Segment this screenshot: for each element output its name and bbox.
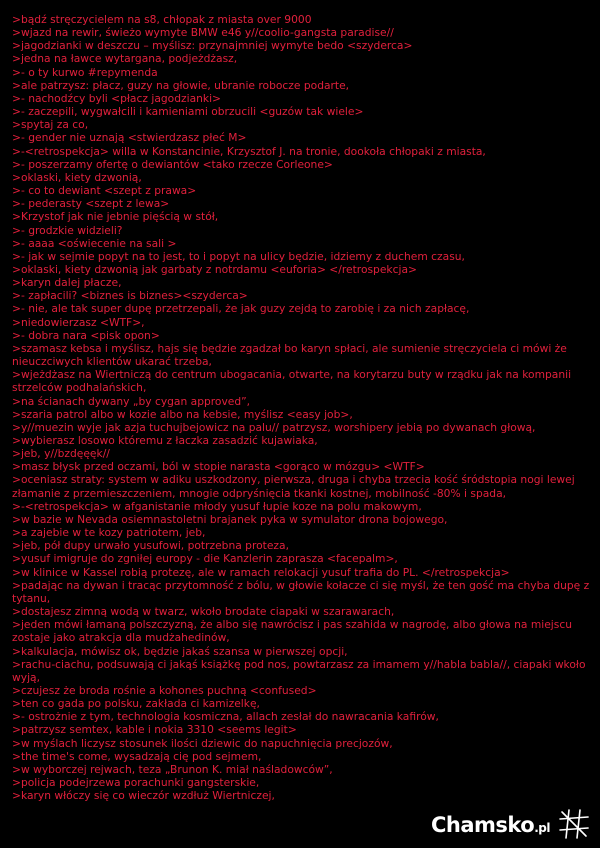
brand-tld: .pl — [534, 821, 550, 835]
story-line: >karyn dalej płacze, — [12, 276, 122, 290]
story-line: >niedowierzasz <WTF>, — [12, 315, 145, 329]
story-line: >oklaski, kiety dzwonią, — [12, 170, 142, 184]
story-text — [12, 13, 590, 802]
story-line: >a zajebie w te kozy patriotem, jeb, — [12, 526, 206, 540]
story-line: >w bazie w Nevada osiemnastoletni brajanek pyka w symulator drona bojowego, — [12, 512, 448, 526]
story-line: >- nie, ale tak super dupę przetrzepali, że jak guzy zejdą to zarobię i za nich zapłacę, — [12, 302, 470, 316]
story-line: >- co to dewiant <szept z prawa> — [12, 184, 197, 198]
story-line: >masz błysk przed oczami, ból w stopie narasta <gorąco w mózgu> <WTF> — [12, 460, 425, 474]
story-line: >szamasz kebsa i myślisz, hajs się będzie zgadzał bo karyn spłaci, ale sumienie stręczyciela ci mówi że nieuczciwych klientów ukarać trzeba, — [12, 341, 567, 369]
story-line: >-<retrospekcja> w afganistanie młody yusuf łupie koze na polu makowym, — [12, 499, 422, 513]
story-line: >wjazd na rewir, świeżo wymyte BMW e46 y//coolio-gangsta paradise// — [12, 26, 394, 40]
story-line: >jeden mówi łamaną polszczyzną, że albo się nawrócisz i pas szahida w nagrodę, albo głowa na miejscu zostaje jako atrakcja dla mudżahedinów, — [12, 618, 572, 645]
story-line: >- nachodźcy byli <płacz jagodzianki> — [12, 91, 222, 105]
story-line: >jedna na ławce wytargana, podjeżdżasz, — [12, 52, 238, 66]
story-line: >wjeżdżasz na Wiertniczą do centrum ubogacania, otwarte, na korytarzu buty w rządku jak na kompanii strzelców podhalańskich, — [12, 368, 572, 395]
story-line: >- poszerzamy ofertę o dewiantów <tako rzecze Corleone> — [12, 157, 333, 171]
hash-crosshatch-icon — [558, 808, 590, 840]
story-line: >-<retrospekcja> willa w Konstancinie, Krzysztof J. na tronie, dookoła chłopaki z miasta, — [12, 144, 486, 158]
story-line: >- pederasty <szept z lewa> — [12, 197, 170, 211]
story-line: >jeb, pół dupy urwało yusufowi, potrzebna proteza, — [12, 539, 289, 553]
story-line: >szaria patrol albo w kozie albo na kebsie, myślisz <easy job>, — [12, 407, 353, 421]
story-line: >yusuf imigruje do zgniłej europy - die Kanzlerin zaprasza <facepalm>, — [12, 552, 398, 566]
story-line: >- jak w sejmie popyt na to jest, to i popyt na ulicy będzie, idziemy z duchem czasu, — [12, 249, 465, 263]
story-line: >- aaaa <oświecenie na sali > — [12, 236, 177, 250]
story-line: >patrzysz semtex, kable i nokia 3310 <seems legit> — [12, 723, 297, 737]
story-line: >ten co gada po polsku, zakłada ci kamizelkę, — [12, 697, 260, 711]
watermark — [431, 808, 590, 840]
story-line: >karyn włóczy się co wieczór wzdłuż Wiertniczej, — [12, 789, 275, 803]
story-line: >- ostrożnie z tym, technologia kosmiczna, allach zesłał do nawracania kafirów, — [12, 710, 439, 724]
story-line: >jagodzianki w deszczu – myślisz: przynajmniej wymyte bedo <szyderca> — [12, 39, 413, 53]
story-line: >padając na dywan i tracąc przytomność z bólu, w głowie kołacze ci się myśl, że ten gość ma chyba dupę z tytanu, — [12, 578, 590, 605]
story-line: >ale patrzysz: płacz, guzy na głowie, ubranie robocze podarte, — [12, 78, 350, 92]
story-line: >czujesz że broda rośnie a kohones puchną <confused> — [12, 683, 317, 697]
brand-label: Chamsko — [430, 813, 535, 837]
story-line: >the time's come, wysadzają cię pod sejmem, — [12, 749, 262, 763]
story-line: >- o ty kurwo #repymenda — [12, 65, 158, 79]
story-line: >rachu-ciachu, podsuwają ci jakąś książkę pod nos, powtarzasz za imamem y//habla babla//, ciapaki wkoło wyją, — [12, 657, 586, 684]
story-line: >- dobra nara <pisk opon> — [12, 328, 160, 342]
story-line: >oklaski, kiety dzwonią jak garbaty z notrdamu <euforia> </retrospekcja> — [12, 262, 417, 276]
story-line: >w klinice w Kassel robią protezę, ale w ramach relokacji yusuf trafia do PL. </retrospekcja> — [12, 565, 510, 579]
story-line: >Krzystof jak nie jebnie pięścią w stół, — [12, 210, 219, 224]
story-line: >w myślach liczysz stosunek ilości dziewic do napuchnięcia precjozów, — [12, 736, 393, 750]
story-line: >spytaj za co, — [12, 118, 89, 132]
story-line: >na ścianach dywany „by cygan approved”, — [12, 394, 251, 408]
story-line: >y//muezin wyje jak azja tuchujbejowicz na palu// patrzysz, worshipery jebią po dywanach głową, — [12, 420, 536, 434]
story-line: >bądź stręczycielem na s8, chłopak z miasta over 9000 — [12, 13, 312, 26]
story-line: >w wyborczej rejwach, teza „Brunon K. miał naśladowców”, — [12, 762, 333, 776]
story-line: >policja podejrzewa porachunki gangsterskie, — [12, 776, 260, 790]
story-line: >- zaczepili, wygwałcili i kamieniami obrzucili <guzów tak wiele> — [12, 105, 364, 119]
story-line: >kalkulacja, mówisz ok, będzie jakaś szansa w pierwszej opcji, — [12, 644, 348, 658]
story-line: >- gender nie uznają <stwierdzasz płeć M> — [12, 131, 247, 145]
story-line: >- zapłacili? <biznes is biznes><szyderca> — [12, 289, 248, 303]
story-line: >- grodzkie widzieli? — [12, 223, 123, 237]
story-line: >jeb, y//bzdęęęk// — [12, 447, 110, 461]
story-line: >oceniasz straty: system w adiku uszkodzony, pierwsza, druga i chyba trzecia kość śródstopia nogi lewej złamanie z przemieszczeniem, mnogie odpryśnięcia tkanki kostnej, mobilność -80% i spada, — [12, 473, 575, 500]
story-line: >dostajesz zimną wodą w twarz, wkoło brodate ciapaki w szarawarach, — [12, 605, 395, 619]
story-line: >wybierasz losowo któremu z łaczka zasadzić kujawiaka, — [12, 434, 318, 447]
brand-name — [431, 813, 550, 840]
